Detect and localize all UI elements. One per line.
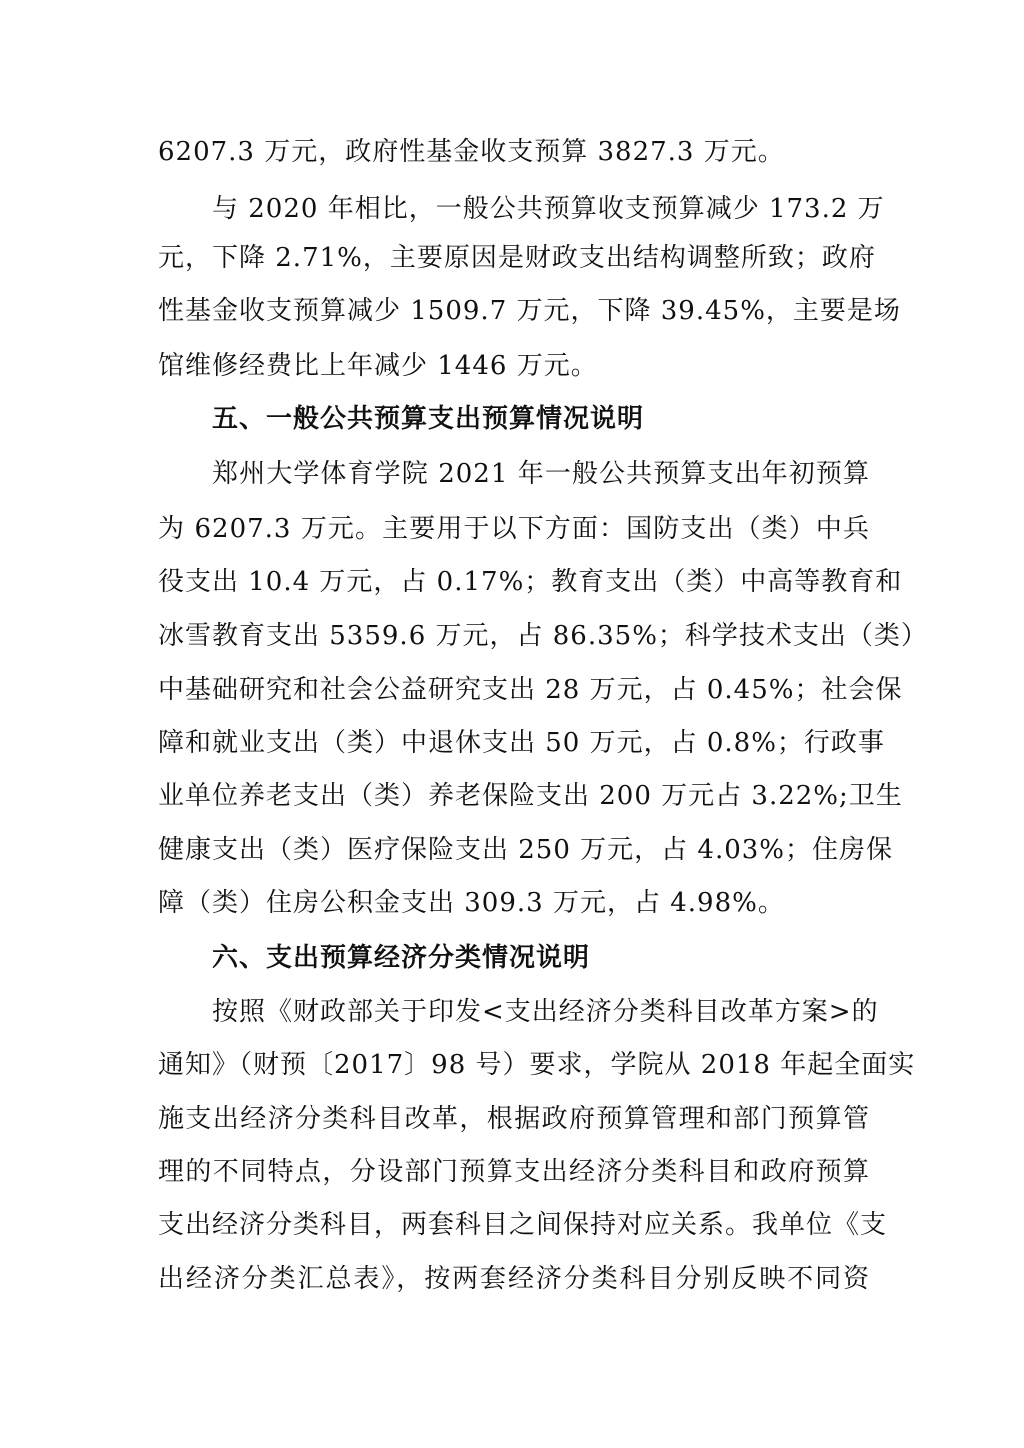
paragraph-line: 役支出 10.4 万元，占 0.17%；教育支出（类）中高等教育和 [158, 567, 903, 597]
paragraph-line: 郑州大学体育学院 2021 年一般公共预算支出年初预算 [212, 459, 870, 489]
paragraph-line: 6207.3 万元，政府性基金收支预算 3827.3 万元。 [158, 137, 785, 167]
paragraph-line: 障（类）住房公积金支出 309.3 万元，占 4.98%。 [158, 888, 785, 918]
paragraph-line: 理的不同特点，分设部门预算支出经济分类科目和政府预算 [158, 1157, 870, 1187]
paragraph-line: 业单位养老支出（类）养老保险支出 200 万元占 3.22%;卫生 [158, 781, 903, 811]
paragraph-line: 与 2020 年相比，一般公共预算收支预算减少 173.2 万 [212, 194, 885, 224]
paragraph-line: 通知》（财预〔2017〕98 号）要求，学院从 2018 年起全面实 [158, 1050, 916, 1080]
paragraph-line: 元，下降 2.71%，主要原因是财政支出结构调整所致；政府 [158, 243, 876, 273]
paragraph-line: 施支出经济分类科目改革，根据政府预算管理和部门预算管 [158, 1104, 870, 1134]
section-heading-5: 五、一般公共预算支出预算情况说明 [212, 404, 645, 434]
paragraph-line: 为 6207.3 万元。主要用于以下方面：国防支出（类）中兵 [158, 514, 870, 544]
section-heading-6: 六、支出预算经济分类情况说明 [212, 943, 591, 973]
paragraph-line: 性基金收支预算减少 1509.7 万元，下降 39.45%，主要是场 [158, 296, 901, 326]
paragraph-line: 支出经济分类科目，两套科目之间保持对应关系。我单位《支 [158, 1210, 888, 1240]
paragraph-line: 健康支出（类）医疗保险支出 250 万元，占 4.03%；住房保 [158, 835, 894, 865]
paragraph-line: 冰雪教育支出 5359.6 万元，占 86.35%；科学技术支出（类） [158, 621, 928, 651]
paragraph-line: 馆维修经费比上年减少 1446 万元。 [158, 351, 598, 381]
paragraph-line: 中基础研究和社会公益研究支出 28 万元，占 0.45%；社会保 [158, 675, 903, 705]
paragraph-line: 障和就业支出（类）中退休支出 50 万元，占 0.8%；行政事 [158, 728, 885, 758]
paragraph-line: 出经济分类汇总表》，按两套经济分类科目分别反映不同资 [158, 1264, 870, 1294]
paragraph-line: 按照《财政部关于印发<支出经济分类科目改革方案>的 [212, 997, 879, 1027]
